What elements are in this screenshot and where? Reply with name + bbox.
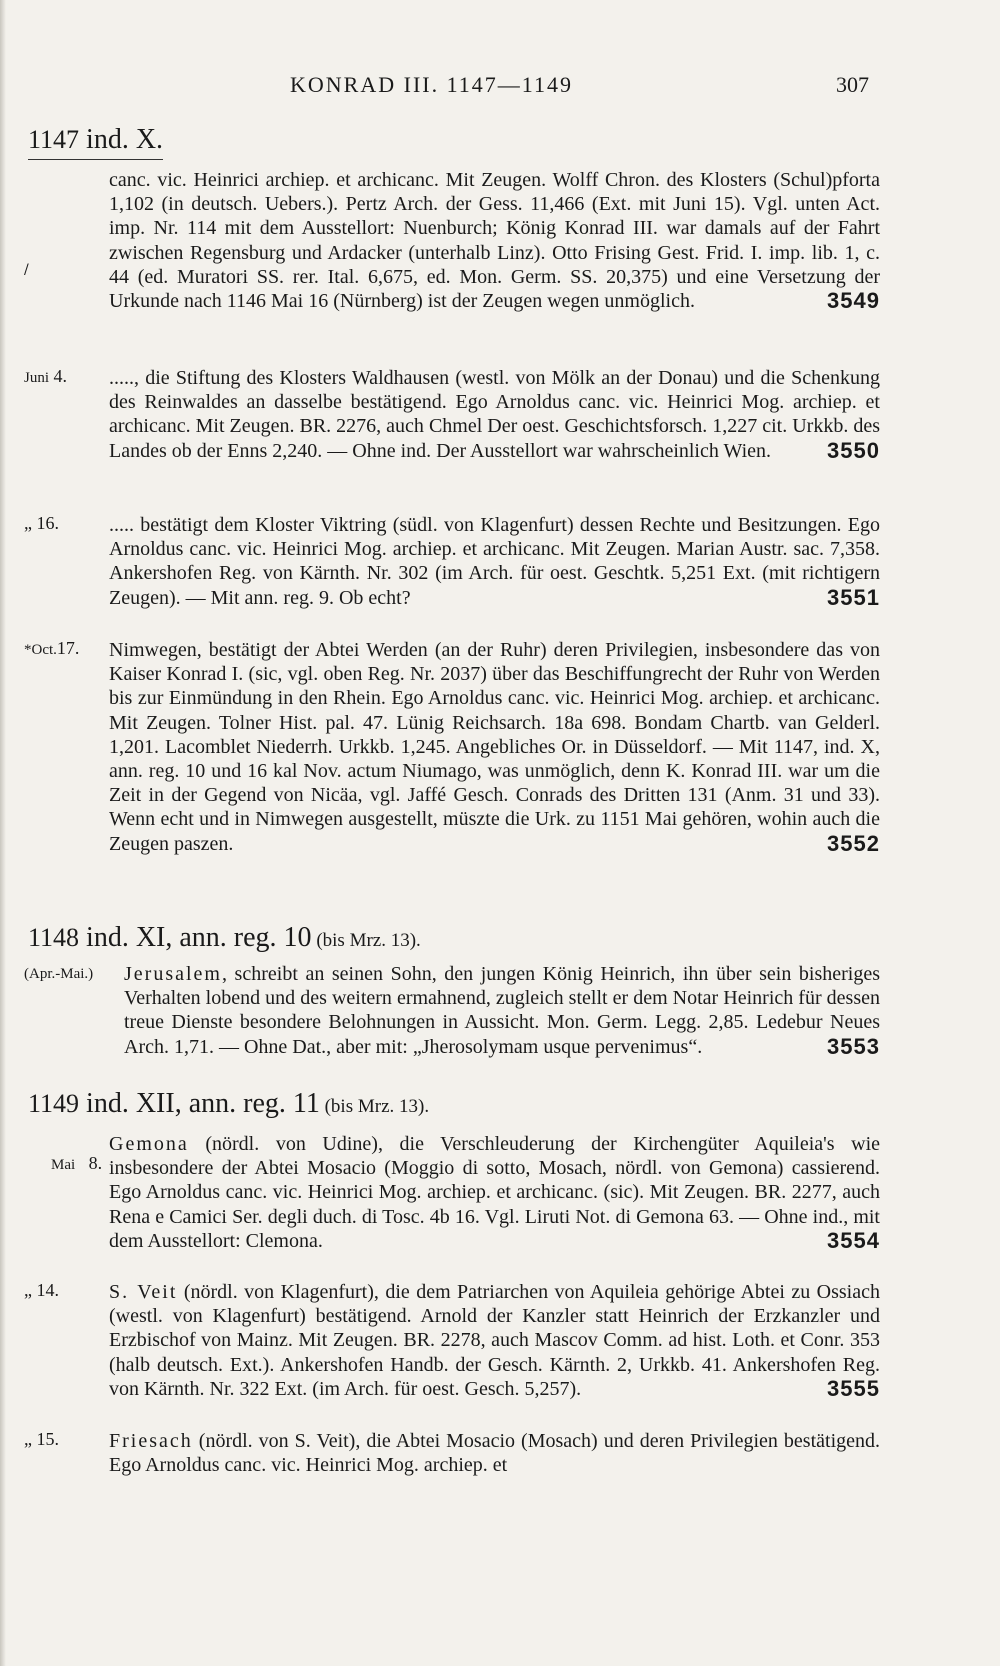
entry-body: , schreibt an seinen Sohn, den jungen König Heinrich, ihn über sein bisheriges Verhalten lobend und des weitern ermahnend, zugleich stellt er dem Notar Heinrich für dessen treue Dienste besondere Belohnungen in Aussicht. Mon. Germ. Legg. 2,85. Ledebur Neues Arch. 1,71. — Ohne Dat., aber mit: „Jherosolymam usque pervenimus“.: [124, 963, 880, 1058]
entry-date: [24, 1132, 108, 1195]
year-heading-indiction: ind. XII, ann. reg. 11: [79, 1088, 320, 1119]
entry-month: „: [24, 1280, 32, 1300]
entry-text: [109, 366, 880, 463]
year-heading-1148: [28, 922, 421, 954]
year-heading-1149: [28, 1088, 429, 1120]
entry-text: [124, 962, 880, 1059]
entry-text: [109, 1429, 880, 1477]
entry-text: [109, 1280, 880, 1401]
entry-date: [24, 638, 108, 659]
year-heading-note: (bis Mrz. 13).: [319, 1096, 430, 1117]
entry-day: 4.: [49, 366, 68, 386]
entry-place: Gemona: [109, 1133, 189, 1155]
entry-date: [24, 366, 108, 387]
regest-number: 3551: [827, 584, 880, 610]
entry-date: [24, 962, 108, 983]
running-head: [0, 72, 1000, 102]
entry-day: 17.: [56, 638, 80, 658]
page-number: 307: [836, 72, 869, 97]
entry-place: S. Veit: [109, 1281, 178, 1303]
entry-month: *Oct.: [24, 642, 57, 658]
regest-number: 3550: [827, 437, 880, 463]
entry-day: 16.: [32, 513, 59, 533]
entry-date: [24, 513, 108, 534]
entry-month: Mai: [51, 1157, 76, 1173]
regest-number: 3553: [827, 1033, 880, 1059]
year-heading-year: 1149: [28, 1089, 80, 1118]
entry-text: [109, 168, 880, 313]
year-heading-indiction: ind. X.: [79, 124, 164, 155]
year-heading-1147: [28, 124, 163, 156]
entry-text: [109, 638, 880, 856]
heading-rule: [28, 159, 163, 160]
year-heading-year: 1148: [28, 923, 80, 952]
entry-day: 14.: [32, 1280, 59, 1300]
regest-number: 3555: [827, 1375, 880, 1401]
margin-mark: /: [24, 262, 29, 278]
entry-place: Friesach: [109, 1430, 193, 1452]
entry-day: 8.: [75, 1153, 103, 1173]
entry-body: (nördl. von Udine), die Verschleuderung der Kirchengüter Aquileia's wie insbesondere der Abtei Mosacio (Moggio di sotto, Mosach, nördl. von Gemona) cassierend. Ego Arnoldus canc. vic. Heinrici Mog. archiep. et archicanc. (sic). Mit Zeugen. BR. 2277, auch Rena e Camici Ser. degli duch. di Tosc. 4b 16. Vgl. Liruti Not. di Gemona 63. — Ohne ind., mit dem Ausstellort: Clemona.: [109, 1133, 880, 1252]
entry-body: Nimwegen, bestätigt der Abtei Werden (an der Ruhr) deren Privilegien, insbesondere das von Kaiser Konrad I. (sic, vgl. oben Reg. Nr. 2037) über das Beschiffungrecht der Ruhr von Werden bis zur Einmündung in den Rhein. Ego Arnoldus canc. vic. Heinrici Mog. archiep. et archicanc. Mit Zeugen. Tolner Hist. pal. 47. Lünig Reichsarch. 18a 698. Bondam Chartb. van Gelderl. 1,201. Lacomblet Niederrh. Urkkb. 1,245. Angebliches Or. in Düsseldorf. — Mit 1147, ind. X, ann. reg. 10 und 16 kal Nov. actum Niumago, was unmöglich, denn K. Konrad III. war um die Zeit in der Gegend von Nicäa, vgl. Jaffé Gesch. Conrads des Dritten 131 (Anm. 31 und 33). Wenn echt und in Nimwegen ausgestellt, müszte die Urk. zu 1151 Mai gehören, wohin auch die Zeugen paszen.: [109, 639, 880, 855]
regest-number: 3552: [827, 830, 880, 856]
regest-number: 3549: [827, 288, 880, 314]
entry-text: [109, 513, 880, 610]
year-heading-year: 1147: [28, 125, 80, 154]
running-title: KONRAD III. 1147—1149: [290, 72, 573, 97]
entry-body: ....., die Stiftung des Klosters Waldhausen (westl. von Mölk an der Donau) und die Schenkung des Reinwaldes an dasselbe bestätigend. Ego Arnoldus canc. vic. Heinrici Mog. archiep. et archicanc. Mit Zeugen. BR. 2276, auch Chmel Der oest. Geschichtsforsch. 1,227 cit. Urkkb. des Landes ob der Enns 2,240. — Ohne ind. Der Ausstellort war wahrscheinlich Wien.: [109, 367, 880, 462]
entry-day: 15.: [32, 1429, 59, 1449]
entry-body: canc. vic. Heinrici archiep. et archicanc. Mit Zeugen. Wolff Chron. des Klosters (Schul)pforta 1,102 (in deutsch. Uebers.). Pertz Arch. der Gess. 11,466 (Ext. mit Juni 15). Vgl. unten Act. imp. Nr. 114 mit dem Ausstellort: Nuenburch; König Konrad III. war damals auf der Fahrt zwischen Regensburg und Ardacker (unterhalb Linz). Otto Frising Gest. Frid. I. imp. lib. 1, c. 44 (ed. Muratori SS. rer. Ital. 6,675, ed. Mon. Germ. SS. 20,375) und eine Versetzung der Urkunde nach 1146 Mai 16 (Nürnberg) ist der Zeugen wegen unmöglich.: [109, 169, 880, 313]
entry-month: „: [24, 513, 32, 533]
year-heading-note: (bis Mrz. 13).: [311, 930, 421, 951]
entry-body: ..... bestätigt dem Kloster Viktring (südl. von Klagenfurt) dessen Rechte und Besitzungen. Ego Arnoldus canc. vic. Heinrici Mog. archiep. et archicanc. Mit Zeugen. Marian Austr. sac. 7,358. Ankershofen Reg. von Kärnth. Nr. 302 (im Arch. für oest. Geschtk. 5,251 Ext. (mit richtigern Zeugen). — Mit ann. reg. 9. Ob echt?: [109, 514, 880, 609]
entry-month: Juni: [24, 370, 50, 386]
entry-body: (nördl. von Klagenfurt), die dem Patriarchen von Aquileia gehörige Abtei zu Ossiach (westl. von Klagenfurt) bestätigend. Arnold der Kanzler statt Heinrich der Erzkanzler und Erzbischof von Mainz. Mit Zeugen. BR. 2278, auch Mascov Comm. ad hist. Loth. et Conr. 353 (halb deutsch. Ext.). Ankershofen Handb. der Gesch. Kärnth. 2, Urkkb. 41. Ankershofen Reg. von Kärnth. Nr. 322 Ext. (im Arch. für oest. Gesch. 5,257).: [109, 1281, 880, 1400]
entry-date: [24, 1429, 108, 1450]
entry-month: (Apr.-Mai.): [24, 966, 94, 982]
entry-place: Jerusalem: [124, 963, 222, 985]
entry-text: [109, 1132, 880, 1253]
entry-body: (nördl. von S. Veit), die Abtei Mosacio (Mosach) und deren Privilegien bestätigend. Ego Arnoldus canc. vic. Heinrici Mog. archiep. et: [109, 1430, 880, 1477]
regest-number: 3554: [827, 1227, 880, 1253]
entry-month: „: [24, 1429, 32, 1449]
year-heading-indiction: ind. XI, ann. reg. 10: [79, 922, 312, 953]
entry-date: [24, 1280, 108, 1301]
